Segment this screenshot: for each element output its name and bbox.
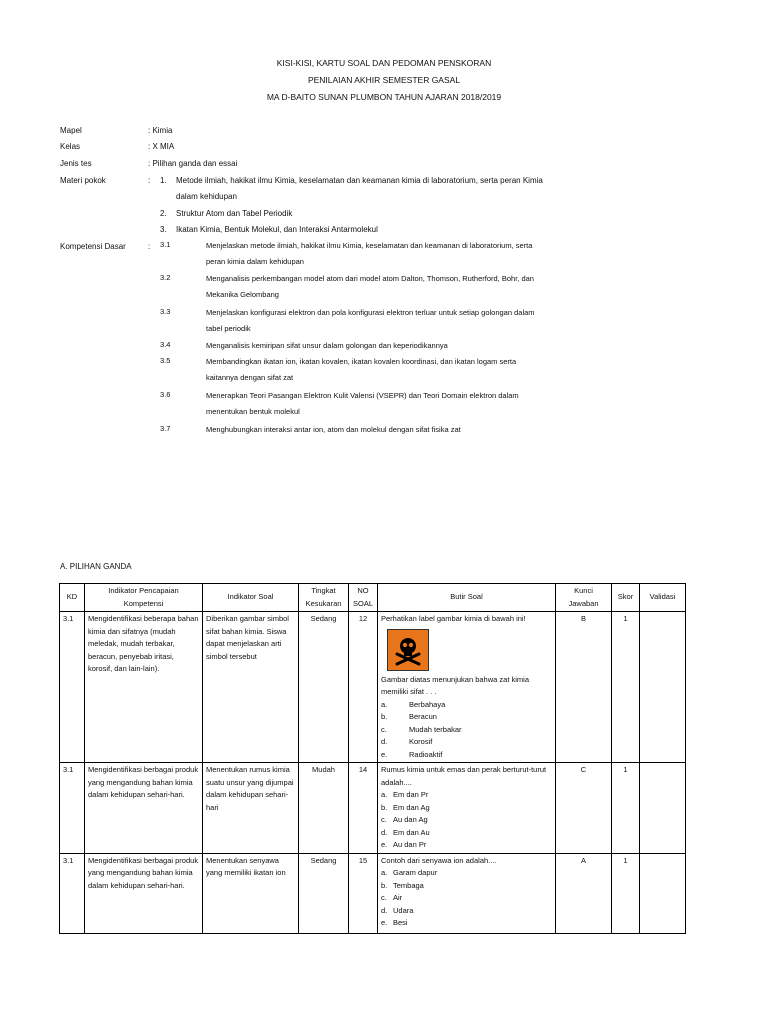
- materi-num: 1.: [160, 176, 167, 185]
- option-key: c.: [381, 724, 387, 734]
- table-row: [60, 612, 686, 763]
- col-header-no-soal: NO SOAL: [349, 584, 378, 612]
- cell-validasi: [640, 612, 686, 763]
- cell-tingkat: Sedang: [299, 612, 349, 763]
- kelas-label: Kelas: [60, 142, 81, 151]
- question-text: Contoh dari senyawa ion adalah....: [381, 855, 497, 865]
- cell-butir-soal: [378, 763, 556, 854]
- doc-title-line-1: KISI-KISI, KARTU SOAL DAN PEDOMAN PENSKORAN: [276, 58, 492, 68]
- option-e: [381, 749, 552, 762]
- kd-num: 3.3: [160, 307, 171, 316]
- option-d: [381, 827, 552, 840]
- kd-text: menentukan bentuk molekul: [206, 407, 300, 416]
- table-header-row: [60, 584, 686, 612]
- doc-title-line-3: MA D-BAITO SUNAN PLUMBON TAHUN AJARAN 2018/2019: [266, 92, 502, 102]
- option-a: [381, 699, 552, 712]
- col-header-butir-soal: Butir Soal: [378, 584, 556, 612]
- col-header-validasi: Validasi: [640, 584, 686, 612]
- option-key: d.: [381, 737, 388, 746]
- option-text: Air: [393, 893, 403, 902]
- kd-colon: :: [148, 242, 151, 251]
- cell-kd: 3.1: [60, 853, 85, 933]
- question-text: Rumus kimia untuk emas dan perak berturut-turut adalah....: [381, 765, 547, 787]
- cell-kunci: A: [556, 853, 612, 933]
- cell-no-soal: 14: [349, 763, 378, 854]
- option-c: [381, 892, 552, 905]
- option-key: b.: [381, 712, 388, 721]
- kelas-value: : X MIA: [148, 142, 175, 151]
- cell-validasi: [640, 853, 686, 933]
- kd-text: peran kimia dalam kehidupan: [206, 257, 304, 266]
- cell-kd: 3.1: [60, 612, 85, 763]
- kd-num: 3.7: [160, 424, 171, 433]
- cell-indikator-soal: Diberikan gambar simbol sifat bahan kimia. Siswa dapat menjelaskan arti simbol tersebut: [203, 612, 299, 763]
- cell-butir-soal: [378, 612, 556, 763]
- kd-text: Menganalisis kemiripan sifat unsur dalam golongan dan keperiodikannya: [206, 341, 448, 350]
- cell-skor: 1: [612, 612, 640, 763]
- table-row: [60, 853, 686, 933]
- kd-text: Mekanika Gelombang: [206, 290, 279, 299]
- option-text: Besi: [393, 918, 408, 927]
- materi-text: Ikatan Kimia, Bentuk Molekul, dan Interaksi Antarmolekul: [176, 225, 378, 234]
- option-e: [381, 839, 552, 852]
- mapel-label: Mapel: [60, 126, 82, 135]
- kd-num: 3.2: [160, 273, 171, 282]
- question-text: Perhatikan label gambar kimia di bawah ini!: [381, 614, 526, 623]
- option-c: [381, 814, 552, 827]
- kd-label: Kompetensi Dasar: [60, 242, 126, 251]
- option-key: a.: [381, 790, 388, 799]
- option-text: Mudah terbakar: [409, 724, 462, 734]
- question-text-2: Gambar diatas menunjukan bahwa zat kimia memiliki sifat . . .: [381, 674, 529, 696]
- option-text: Garam dapur: [393, 868, 438, 877]
- doc-title-line-2: PENILAIAN AKHIR SEMESTER GASAL: [307, 75, 461, 85]
- option-text: Em dan Pr: [393, 790, 429, 799]
- materi-num: 2.: [160, 209, 167, 218]
- option-key: e.: [381, 840, 388, 849]
- cell-tingkat: Sedang: [299, 853, 349, 933]
- cell-ipk: Mengidentifikasi berbagai produk yang mengandung bahan kimia dalam kehidupan sehari-hari.: [85, 763, 203, 854]
- cell-no-soal: 12: [349, 612, 378, 763]
- option-text: Korosif: [409, 737, 433, 746]
- kd-num: 3.4: [160, 340, 171, 349]
- pilihan-ganda-table: [59, 583, 686, 934]
- option-text: Berbahaya: [409, 699, 446, 709]
- option-d: [381, 905, 552, 918]
- option-key: b.: [381, 802, 388, 812]
- kd-text: tabel periodik: [206, 324, 251, 333]
- cell-kd: 3.1: [60, 763, 85, 854]
- option-key: e.: [381, 918, 388, 927]
- cell-kunci: C: [556, 763, 612, 854]
- jenis-label: Jenis tes: [60, 159, 92, 168]
- col-header-kd: KD: [60, 584, 85, 612]
- col-header-indikator-soal: Indikator Soal: [203, 584, 299, 612]
- kd-text: Membandingkan ikatan ion, ikatan kovalen, ikatan kovalen koordinasi, dan ikatan logam serta: [206, 357, 517, 366]
- option-key: b.: [381, 880, 388, 890]
- jenis-value: : Pilihan ganda dan essai: [148, 159, 238, 168]
- kd-num: 3.5: [160, 356, 171, 365]
- materi-label: Materi pokok: [60, 176, 106, 185]
- option-text: Em dan Ag: [393, 802, 430, 812]
- option-text: Radioaktif: [409, 749, 443, 759]
- option-key: a.: [381, 868, 388, 877]
- col-header-skor: Skor: [612, 584, 640, 612]
- option-key: d.: [381, 905, 388, 915]
- cell-kunci: B: [556, 612, 612, 763]
- kd-text: Menjelaskan metode ilmiah, hakikat ilmu Kimia, keselamatan dan keamanan di laboratorium, serta: [206, 241, 533, 250]
- option-key: c.: [381, 815, 387, 824]
- option-key: e.: [381, 749, 388, 759]
- kd-text: Menganalisis perkembangan model atom dari model atom Dalton, Thomson, Rutherford, Bohr, dan: [206, 274, 534, 283]
- materi-text: Metode ilmiah, hakikat ilmu Kimia, keselamatan dan keamanan kimia di laboratorium, serta peran Kimia: [176, 176, 543, 185]
- kd-num: 3.1: [160, 240, 171, 249]
- kd-text: kaitannya dengan sifat zat: [206, 373, 294, 382]
- mapel-value: : Kimia: [148, 126, 173, 135]
- option-c: [381, 724, 552, 737]
- kd-text: Menjelaskan konfigurasi elektron dan pola konfigurasi elektron terluar untuk setiap golongan dalam: [206, 308, 535, 317]
- cell-skor: 1: [612, 763, 640, 854]
- table-row: [60, 763, 686, 854]
- option-text: Udara: [393, 905, 414, 915]
- option-a: [381, 867, 552, 880]
- cell-no-soal: 15: [349, 853, 378, 933]
- col-header-tingkat: Tingkat Kesukaran: [299, 584, 349, 612]
- kd-num: 3.6: [160, 390, 171, 399]
- materi-colon: :: [148, 176, 151, 185]
- materi-num: 3.: [160, 225, 167, 234]
- option-text: Au dan Pr: [393, 840, 427, 849]
- cell-indikator-soal: Menentukan senyawa yang memiliki ikatan ion: [203, 853, 299, 933]
- cell-ipk: Mengidentifikasi beberapa bahan kimia dan sifatnya (mudah meledak, mudah terbakar, beracun, penyebab iritasi, korosif, dan lain-lain).: [85, 612, 203, 763]
- option-key: d.: [381, 827, 388, 837]
- kd-text: Menerapkan Teori Pasangan Elektron Kulit Valensi (VSEPR) dan Teori Domain elektron dalam: [206, 391, 519, 400]
- cell-validasi: [640, 763, 686, 854]
- kd-text: Menghubungkan interaksi antar ion, atom dan molekul dengan sifat fisika zat: [206, 425, 461, 434]
- option-b: [381, 880, 552, 893]
- cell-tingkat: Mudah: [299, 763, 349, 854]
- col-header-kunci: Kunci Jawaban: [556, 584, 612, 612]
- option-b: [381, 802, 552, 815]
- option-text: Em dan Au: [393, 827, 430, 837]
- materi-text: Struktur Atom dan Tabel Periodik: [176, 209, 293, 218]
- option-e: [381, 917, 552, 930]
- option-text: Tembaga: [393, 880, 424, 890]
- option-b: [381, 711, 552, 724]
- option-key: a.: [381, 699, 388, 709]
- cell-ipk: Mengidentifikasi berbagai produk yang mengandung bahan kimia dalam kehidupan sehari-hari.: [85, 853, 203, 933]
- option-d: [381, 736, 552, 749]
- section-title: A. PILIHAN GANDA: [60, 562, 132, 571]
- option-text: Beracun: [409, 712, 437, 721]
- option-text: Au dan Ag: [393, 815, 428, 824]
- skull-crossbones-icon: [387, 629, 429, 671]
- cell-skor: 1: [612, 853, 640, 933]
- cell-butir-soal: [378, 853, 556, 933]
- option-a: [381, 789, 552, 802]
- cell-indikator-soal: Menentukan rumus kimia suatu unsur yang dijumpai dalam kehidupan sehari-hari: [203, 763, 299, 854]
- option-key: c.: [381, 893, 387, 902]
- col-header-ipk: Indikator Pencapaian Kompetensi: [85, 584, 203, 612]
- materi-text: dalam kehidupan: [176, 192, 237, 201]
